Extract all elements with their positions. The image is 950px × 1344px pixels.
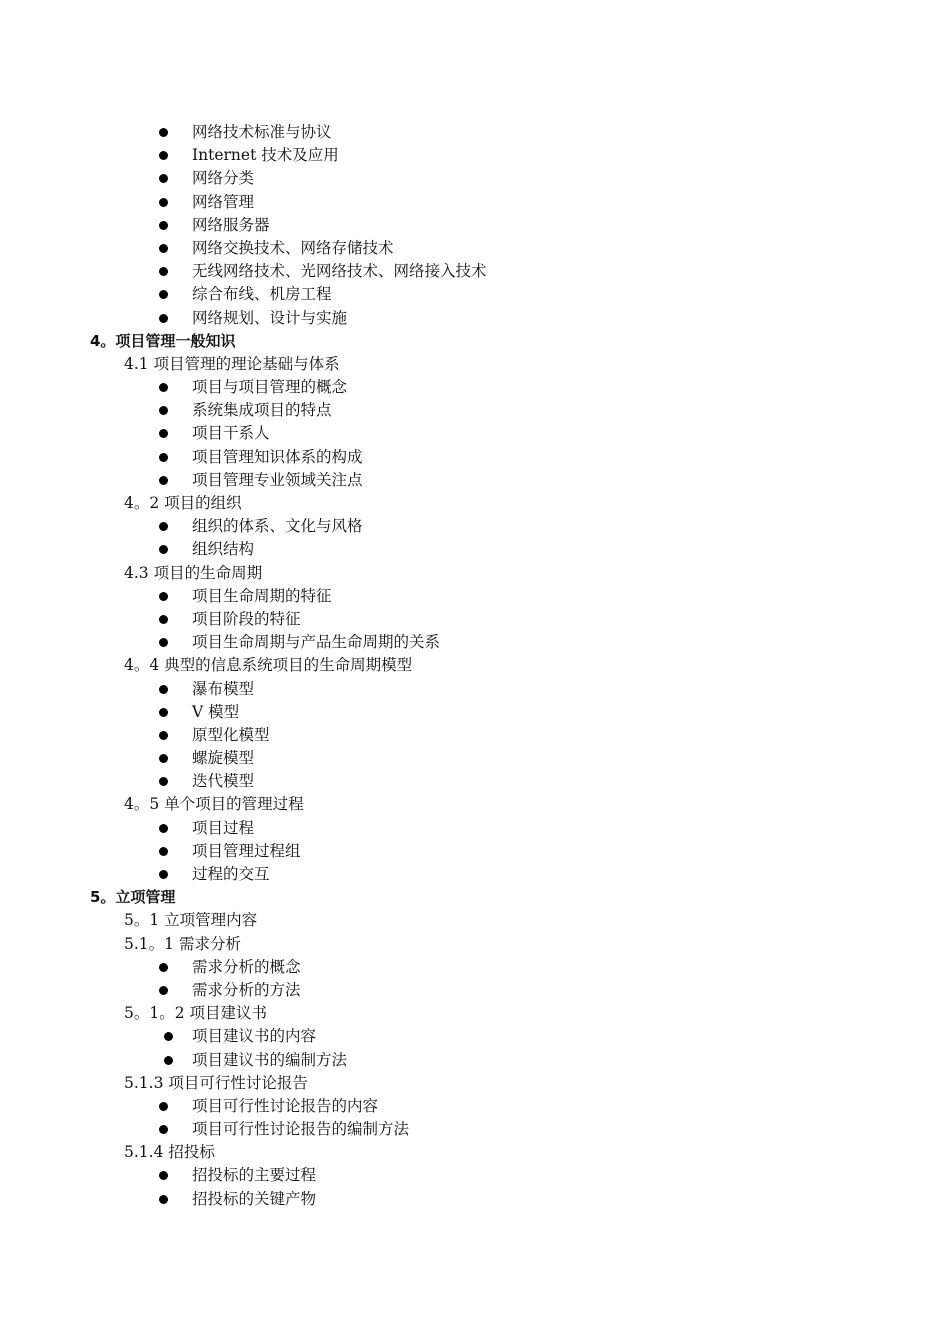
list-item [0,747,950,770]
bullet-icon [159,1171,168,1180]
bullet-icon [159,1102,168,1111]
list-item [0,515,950,538]
bullet-icon [159,545,168,554]
list-item [0,1049,950,1072]
list-item-text: 需求分析的方法 [192,980,301,999]
subsection-heading-text: 5。1 立项管理内容 [124,911,258,930]
subsection-heading [0,1002,950,1025]
subsection-heading-text: 5.1.3 项目可行性讨论报告 [124,1073,308,1092]
list-item-text: 项目建议书的编制方法 [192,1050,348,1069]
list-item [0,585,950,608]
list-item [0,422,950,445]
subsection-heading [0,353,950,376]
list-item-text: 迭代模型 [192,772,255,791]
subsection-heading [0,562,950,585]
bullet-icon [159,731,168,740]
bullet-icon [159,221,168,230]
bullet-icon [159,870,168,879]
list-item-text: 项目建议书的内容 [192,1027,317,1046]
bullet-icon [159,615,168,624]
bullet-icon [159,708,168,717]
list-item-text: 原型化模型 [192,725,270,744]
list-item [0,260,950,283]
bullet-icon [159,1195,168,1204]
list-item [0,167,950,190]
bullet-icon [159,198,168,207]
bullet-icon [159,267,168,276]
list-item-text: 综合布线、机房工程 [192,285,332,304]
list-item-text: 项目管理过程组 [192,841,301,860]
bullet-icon [159,406,168,415]
subsection-heading-text: 5。1。2 项目建议书 [124,1004,268,1023]
list-item [0,701,950,724]
subsection-heading [0,909,950,932]
bullet-icon [159,824,168,833]
list-item [0,399,950,422]
list-item-text: 需求分析的概念 [192,957,301,976]
list-item-text: 项目阶段的特征 [192,609,301,628]
list-item-text: 招投标的主要过程 [192,1166,317,1185]
subsection-heading-text: 5.1。1 需求分析 [124,934,241,953]
bullet-icon [159,986,168,995]
list-item [0,469,950,492]
bullet-icon [159,847,168,856]
list-item-text: 网络技术标准与协议 [192,123,332,141]
list-item-text: 网络规划、设计与实施 [192,308,348,327]
list-item-text: 招投标的关键产物 [192,1189,317,1208]
list-item-text: 项目管理专业领域关注点 [192,470,363,489]
list-item [0,121,950,144]
section-heading [0,886,950,909]
list-item-text: 瀑布模型 [192,679,255,698]
subsection-heading [0,654,950,677]
list-item-text: 项目与项目管理的概念 [192,378,348,397]
list-item-text: 项目干系人 [192,424,270,443]
list-item [0,608,950,631]
bullet-icon [159,522,168,531]
bullet-icon [159,963,168,972]
list-item [0,840,950,863]
list-item-text: Internet 技术及应用 [192,146,339,165]
bullet-icon [164,1056,173,1065]
list-item [0,817,950,840]
subsection-heading-text: 4.1 项目管理的理论基础与体系 [124,354,340,373]
outline-content [0,121,950,1211]
list-item-text: 无线网络技术、光网络技术、网络接入技术 [192,262,487,281]
subsection-heading [0,933,950,956]
bullet-icon [159,777,168,786]
list-item [0,307,950,330]
bullet-icon [159,1125,168,1134]
subsection-heading [0,1072,950,1095]
list-item [0,1025,950,1048]
list-item-text: 项目可行性讨论报告的编制方法 [192,1120,410,1139]
list-item [0,678,950,701]
bullet-icon [159,638,168,647]
list-item-text: 组织结构 [192,540,255,559]
bullet-icon [159,592,168,601]
list-item [0,283,950,306]
list-item [0,191,950,214]
list-item [0,1164,950,1187]
list-item [0,724,950,747]
list-item [0,1118,950,1141]
list-item-text: 系统集成项目的特点 [192,401,332,420]
subsection-heading-text: 4.3 项目的生命周期 [124,563,263,582]
list-item [0,1095,950,1118]
bullet-icon [159,754,168,763]
subsection-heading [0,492,950,515]
list-item-text: 组织的体系、文化与风格 [192,517,363,536]
bullet-icon [164,1032,173,1041]
subsection-heading-text: 4。2 项目的组织 [124,494,242,512]
list-item [0,1188,950,1211]
list-item-text: 网络服务器 [192,215,270,234]
list-item-text: 项目可行性讨论报告的内容 [192,1096,379,1115]
bullet-icon [159,383,168,392]
list-item-text: 网络分类 [192,169,255,188]
section-heading-text: 4。项目管理一般知识 [90,331,236,350]
bullet-icon [159,151,168,160]
list-item [0,446,950,469]
bullet-icon [159,290,168,299]
list-item-text: 螺旋模型 [192,749,255,768]
bullet-icon [159,476,168,485]
list-item [0,631,950,654]
bullet-icon [159,244,168,253]
list-item [0,770,950,793]
list-item [0,237,950,260]
list-item [0,214,950,237]
bullet-icon [159,685,168,694]
list-item [0,863,950,886]
list-item [0,144,950,167]
list-item-text: 项目生命周期的特征 [192,586,332,605]
bullet-icon [159,128,168,137]
subsection-heading-text: 4。4 典型的信息系统项目的生命周期模型 [124,656,413,675]
bullet-icon [159,453,168,462]
list-item-text: 网络管理 [192,192,255,211]
subsection-heading-text: 5.1.4 招投标 [124,1143,215,1162]
list-item [0,956,950,979]
list-item-text: 项目过程 [192,818,255,837]
list-item [0,979,950,1002]
list-item-text: 过程的交互 [192,865,270,883]
bullet-icon [159,174,168,183]
list-item-text: 项目管理知识体系的构成 [192,447,363,466]
section-heading [0,330,950,353]
bullet-icon [159,314,168,323]
bullet-icon [159,429,168,438]
list-item-text: 网络交换技术、网络存储技术 [192,238,394,257]
list-item-text: 项目生命周期与产品生命周期的关系 [192,633,441,652]
section-heading-text: 5。立项管理 [90,888,176,907]
list-item-text: V 模型 [192,702,240,721]
list-item [0,376,950,399]
subsection-heading-text: 4。5 单个项目的管理过程 [124,795,304,814]
subsection-heading [0,1141,950,1164]
list-item [0,538,950,561]
subsection-heading [0,793,950,816]
